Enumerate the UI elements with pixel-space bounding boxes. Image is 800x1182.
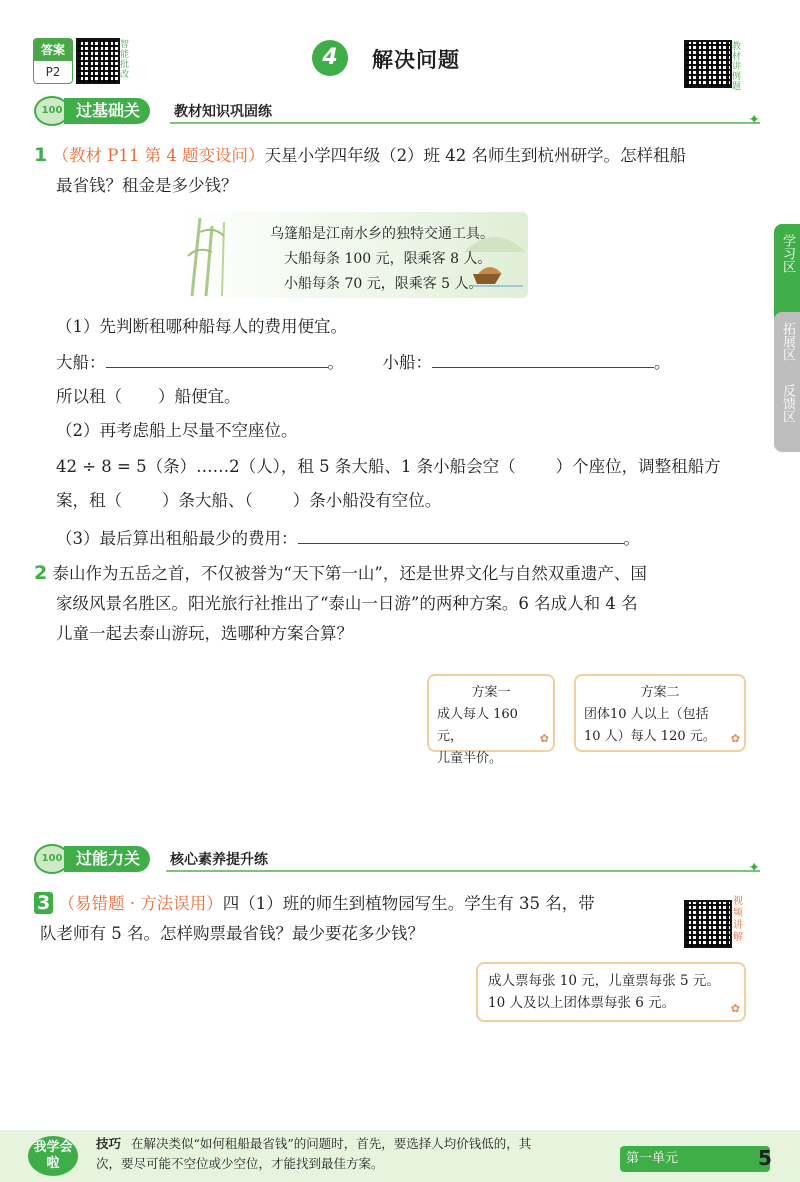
question-number: 2 <box>34 562 48 584</box>
step-2-plan <box>56 486 441 516</box>
big-boat-blank[interactable] <box>106 349 328 368</box>
step-1-text: （1）先判断租哪种船每人的费用便宜。 <box>56 317 347 336</box>
plan-one-box <box>427 674 555 766</box>
star-icon: ✦ <box>748 112 760 128</box>
big-boat-label: 大船： <box>56 353 106 372</box>
question-number: 1 <box>34 144 48 166</box>
mascot-icon: 100 <box>34 844 70 874</box>
question-1 <box>34 140 754 201</box>
banner-title: 过基础关 <box>64 98 150 124</box>
small-boat-label: 小船： <box>382 353 432 372</box>
banner-subtitle: 教材知识巩固练 <box>174 104 272 120</box>
step-3-text: （3）最后算出租船最少的费用： <box>56 529 298 548</box>
boat-info-box <box>270 222 494 297</box>
step-2-calc <box>56 452 756 482</box>
question-text: 家级风景名胜区。阳光旅行社推出了“泰山一日游”的两种方案。6 名成人和 4 名 <box>56 594 638 613</box>
question-tag: （教材 P11 第 4 题变设问） <box>52 146 265 165</box>
step-3 <box>56 524 756 554</box>
step-1-conclusion <box>56 382 241 412</box>
question-text: 泰山作为五岳之首，不仅被誉为“天下第一山”，还是世界文化与自然双重遗产、国 <box>52 564 647 583</box>
banner-divider <box>170 122 760 124</box>
plan-title: 方案一 <box>471 685 511 700</box>
conclusion-text: 所以租（ <box>56 387 122 406</box>
step-1-blanks <box>56 348 736 378</box>
calc-text: 42 ÷ 8 = 5（条）……2（人），租 5 条大船、1 条小船会空（ <box>56 457 516 476</box>
ticket-info-line: 成人票每张 10 元，儿童票每张 5 元。 <box>488 973 720 989</box>
small-boat-blank[interactable] <box>432 349 654 368</box>
banner-subtitle: 核心素养提升练 <box>170 852 268 868</box>
question-2 <box>34 558 754 649</box>
question-text: 天星小学四年级（2）班 42 名师生到杭州研学。怎样租船 <box>264 146 687 165</box>
section-banner-basic <box>34 96 760 126</box>
question-text: 四（1）班的师生到植物园写生。学生有 35 名，带 <box>222 894 595 913</box>
tip-line: 在解决类似“如何租船最省钱”的问题时，首先，要选择人均价钱低的，其 <box>131 1136 532 1151</box>
boat-info-line: 乌篷船是江南水乡的独特交通工具。 <box>270 226 494 242</box>
plan-text: ）条小船没有空位。 <box>292 491 442 510</box>
tip-label: 技巧 <box>96 1136 122 1151</box>
banner-title: 过能力关 <box>64 846 150 872</box>
question-text: 最省钱？租金是多少钱？ <box>56 176 238 195</box>
qr-code-icon[interactable] <box>684 40 732 88</box>
qr-code-icon[interactable] <box>684 900 732 948</box>
question-number: 3 <box>34 892 53 914</box>
plan-text: ）条大船、（ <box>162 491 253 510</box>
period: 。 <box>327 353 344 372</box>
question-3 <box>34 888 674 949</box>
flower-icon: ✿ <box>730 732 740 745</box>
flower-icon: ✿ <box>730 1002 740 1015</box>
answer-page: P2 <box>45 65 61 79</box>
plan-title: 方案二 <box>640 685 680 700</box>
ticket-info-box <box>476 962 746 1022</box>
question-text: 儿童一起去泰山游玩，选哪种方案合算？ <box>56 624 353 643</box>
question-text: 队老师有 5 名。怎样购票最省钱？最少要花多少钱？ <box>40 924 424 943</box>
section-number: 4 <box>312 40 348 76</box>
section-title: 解决问题 <box>372 48 460 72</box>
tab-feedback[interactable] <box>774 374 800 452</box>
ticket-info-line: 10 人及以上团体票每张 6 元。 <box>488 995 676 1011</box>
calc-text: ）个座位，调整租船方 <box>555 457 721 476</box>
conclusion-text: ）船便宜。 <box>158 387 241 406</box>
section-banner-ability <box>34 844 760 874</box>
mascot-icon: 100 <box>34 96 70 126</box>
qr-code-icon[interactable] <box>76 38 120 84</box>
tip-line: 次，要尽可能不空位或少空位，才能找到最佳方案。 <box>96 1156 384 1171</box>
step-2-text: （2）再考虑船上尽量不空座位。 <box>56 421 298 440</box>
qr-left-caption: 智能批改 <box>120 40 130 80</box>
tab-label: 拓展区 <box>780 322 795 361</box>
page-number: 5 <box>758 1146 772 1170</box>
unit-label: 第一单元 <box>620 1146 770 1172</box>
banner-divider <box>166 870 760 872</box>
min-cost-blank[interactable] <box>298 525 624 544</box>
plan-line: 10 人）每人 120 元。 <box>584 729 716 744</box>
plan-line: 儿童半价。 <box>437 751 503 766</box>
tab-label: 反馈区 <box>780 384 795 423</box>
period: 。 <box>654 353 671 372</box>
boat-info-line: 大船每条 100 元，限乘客 8 人。 <box>284 251 492 267</box>
answer-badge[interactable] <box>33 38 73 84</box>
qr-right-caption: 教材讲例题 <box>732 42 742 92</box>
question-tag: （易错题 · 方法误用） <box>58 894 223 913</box>
plan-text: 案，租（ <box>56 491 122 510</box>
plan-two-box <box>574 674 746 752</box>
period: 。 <box>623 529 640 548</box>
tab-label: 学习区 <box>780 234 795 273</box>
tip-box <box>96 1134 616 1174</box>
star-icon: ✦ <box>748 860 760 876</box>
flower-icon: ✿ <box>539 732 549 745</box>
plan-line: 团体10 人以上（包括 <box>584 707 709 722</box>
plan-line: 成人每人 160 元， <box>437 707 518 744</box>
learned-badge: 我学会啦 <box>28 1136 78 1176</box>
boat-info-line: 小船每条 70 元，限乘客 5 人。 <box>284 276 483 292</box>
video-caption: 视频讲解 <box>733 896 743 943</box>
answer-label: 答案 <box>34 39 72 61</box>
